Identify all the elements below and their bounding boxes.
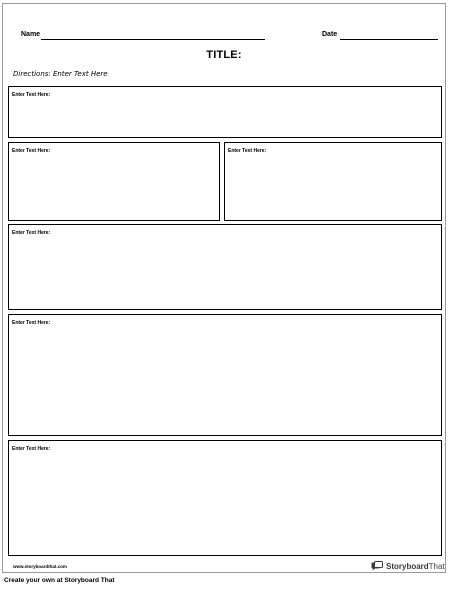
- name-date-row: [21, 31, 441, 43]
- storyboardthat-logo: [371, 560, 445, 572]
- directions-text[interactable]: Directions: Enter Text Here: [13, 70, 108, 78]
- date-label: Date: [322, 31, 338, 38]
- text-box-label: Enter Text Here:: [12, 230, 51, 236]
- name-label: Name: [21, 31, 41, 38]
- storyboard-icon: [371, 561, 383, 571]
- text-box-3[interactable]: [224, 142, 442, 221]
- text-box-1[interactable]: [8, 86, 442, 138]
- text-box-6[interactable]: [8, 440, 442, 556]
- text-box-label: Enter Text Here:: [12, 320, 51, 326]
- date-line[interactable]: [340, 39, 438, 40]
- text-box-label: Enter Text Here:: [228, 148, 267, 154]
- brand-name-thin: That: [428, 561, 445, 571]
- footer-url: www.storyboardthat.com: [13, 564, 67, 569]
- text-box-5[interactable]: [8, 314, 442, 436]
- text-box-label: Enter Text Here:: [12, 446, 51, 452]
- text-box-2[interactable]: [8, 142, 220, 221]
- brand-name: [386, 562, 445, 571]
- brand-name-bold: Storyboard: [386, 561, 429, 571]
- name-line[interactable]: [41, 39, 265, 40]
- worksheet-title[interactable]: TITLE:: [206, 49, 242, 61]
- text-box-label: Enter Text Here:: [12, 148, 51, 154]
- create-your-own-link[interactable]: Create your own at Storyboard That: [4, 577, 115, 584]
- text-box-4[interactable]: [8, 224, 442, 310]
- worksheet-page: [2, 3, 446, 573]
- text-box-label: Enter Text Here:: [12, 92, 51, 98]
